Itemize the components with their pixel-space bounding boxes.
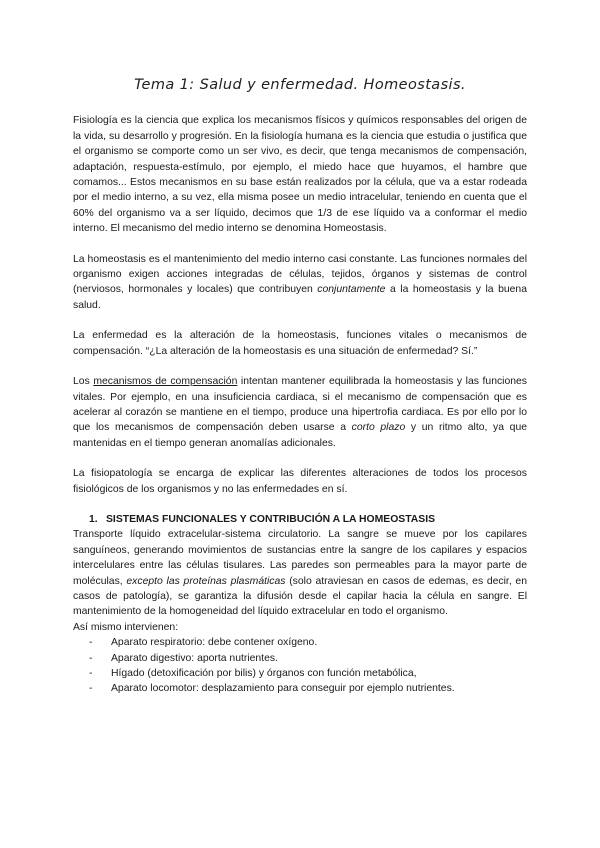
dash-bullet: - <box>89 637 93 649</box>
list-item-text: Aparato respiratorio: debe contener oxígeno. <box>111 637 318 649</box>
paragraph-fisiopatologia: La fisiopatología se encarga de explicar las diferentes alteraciones de todos los procesos fisiológicos de los organismos y no las enfermedades en sí. <box>73 468 527 495</box>
section-paragraph <box>73 527 527 619</box>
list-item <box>89 666 527 681</box>
organ-list <box>73 635 527 697</box>
paragraph-homeostasis <box>73 252 527 314</box>
italic-text: excepto las proteínas plasmáticas <box>126 575 286 587</box>
list-item-text: Hígado (detoxificación por bilis) y órganos con función metabólica, <box>111 668 417 679</box>
text-run: y un ritmo alto, ya que mantenidas en el tiempo generan anomalías adicionales. <box>73 422 528 449</box>
paragraph-mecanismos <box>73 374 527 451</box>
dash-bullet: - <box>89 652 93 664</box>
page-title: Tema 1: Salud y enfermedad. Homeostasis. <box>134 77 466 93</box>
document-page <box>73 70 527 697</box>
text-run: a la homeostasis y la buena salud. <box>73 284 527 311</box>
list-item-text: Aparato locomotor: desplazamiento para conseguir por ejemplo nutrientes. <box>111 683 455 695</box>
list-item-text: Aparato digestivo: aporta nutrientes. <box>111 652 278 664</box>
list-item <box>89 635 527 650</box>
text-run: Transporte líquido extracelular-sistema circulatorio. La sangre se mueve por los capilares sanguíneos, generando movimientos de sustancias entre la sangre de los capilares y espacios intercelulares entre las células tisulares. Las paredes son permeables para la mayor parte de moléculas, <box>73 529 527 587</box>
paragraph-fisiologia: Fisiología es la ciencia que explica los mecanismos físicos y químicos responsables del origen de la vida, su desarrollo y progresión. En la fisiología humana es la ciencia que estudia o justifica que el organismo se comporte como un ser vivo, es decir, que tenga mecanismos de compensación, adaptación, respuesta-estímulo, por ejemplo, el miedo hace que huyamos, el hambre que comamos... Estos mecanismos en su base están realizados por la célula, que va a estar rodeada por el medio interno, a su vez, ella misma posee un medio intracelular, teniendo en cuenta que el 60% del organismo va a ser líquido, decimos que 1/3 de ese líquido va a conformar el medio interno. El mecanismo del medio interno se denomina Homeostasis. <box>73 115 527 235</box>
text-run: intentan mantener equilibrada la homeostasis y las funciones vitales. Por ejemplo, en una insuficiencia cardiaca, si el mecanismo de compensación que es acelerar al corazón se mantiene en el tiempo, produce una hipertrofia cardiaca. Es por ello por lo que los mecanismos de compensación deben usarse a <box>73 376 528 434</box>
section-heading <box>73 512 527 527</box>
dash-bullet: - <box>89 683 93 695</box>
list-item <box>89 651 527 666</box>
italic-text: corto plazo <box>351 422 406 434</box>
list-item <box>89 681 527 696</box>
text-run: Los <box>73 376 94 388</box>
section-heading-text: SISTEMAS FUNCIONALES Y CONTRIBUCIÓN A LA HOMEOSTASIS <box>106 513 436 525</box>
text-run: La homeostasis es el mantenimiento del medio interno casi constante. Las funciones normales del organismo exigen acciones integradas de células, tejidos, órganos y sistemas de control (nerviosos, hormonales y locales) que contribuyen <box>73 253 527 296</box>
dash-bullet: - <box>89 668 93 679</box>
section-number: 1. <box>89 513 98 525</box>
italic-text: conjuntamente <box>317 284 386 296</box>
text-run: (solo atraviesan en casos de edemas, es decir, en casos de patología), se garantiza la difusión desde el capilar hacia la célula en sangre. El mantenimiento de la homogeneidad del líquido extracelular en todo el organismo. <box>73 575 527 618</box>
underlined-text: mecanismos de compensación <box>93 376 238 388</box>
list-intro: Así mismo intervienen: <box>73 621 179 633</box>
paragraph-enfermedad: La enfermedad es la alteración de la homeostasis, funciones vitales o mecanismos de compensación. “¿La alteración de la homeostasis es una situación de enfermedad? Sí.” <box>73 330 527 357</box>
